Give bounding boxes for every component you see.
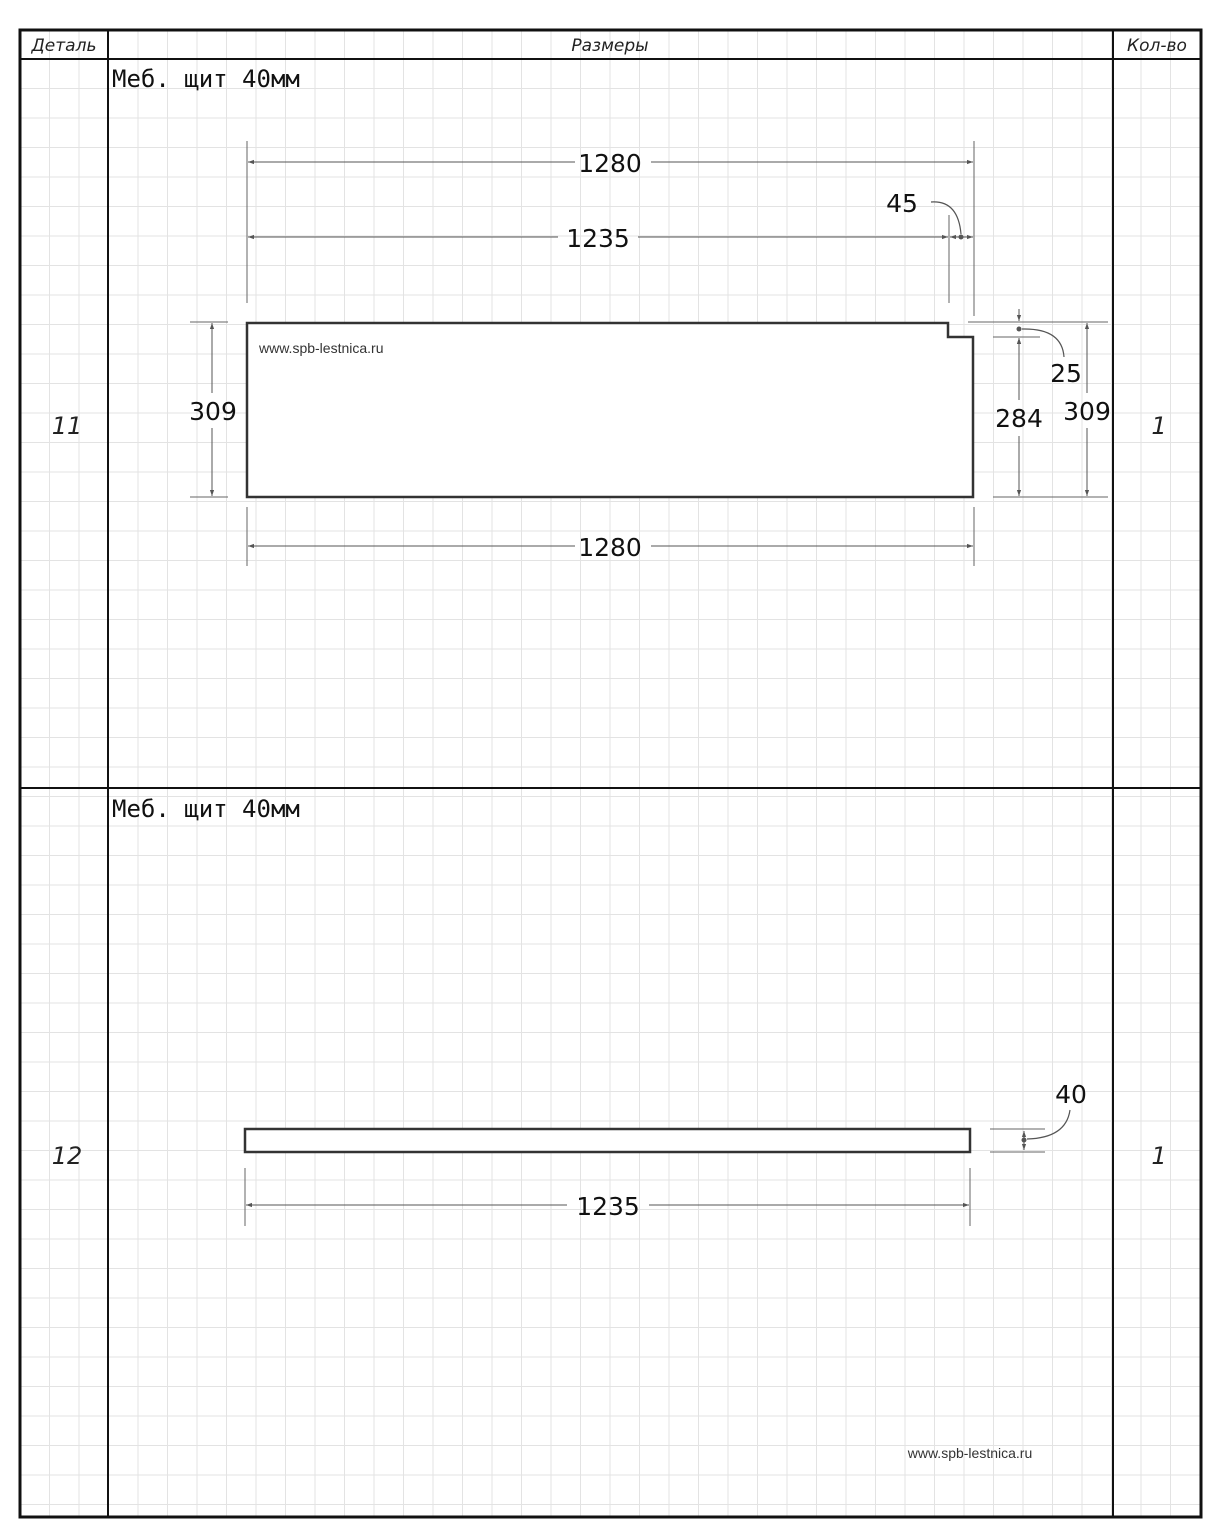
dim-11-notch-depth-dot [1017, 327, 1022, 332]
dim-11-right-overall-label: 309 [1063, 397, 1111, 426]
row-11-number: 11 [51, 412, 83, 440]
part-11-watermark: www.spb-lestnica.ru [259, 340, 384, 356]
dim-12-thickness-dot [1022, 1138, 1027, 1143]
row-12-material: Меб. щит 40мм [112, 795, 300, 823]
dim-11-notch-width-dot [959, 235, 964, 240]
row-11-quantity: 1 [1151, 412, 1167, 440]
footer-watermark: www.spb-lestnica.ru [907, 1445, 1033, 1461]
dim-12-thickness-leader [1027, 1110, 1070, 1139]
row-12-quantity: 1 [1151, 1142, 1167, 1170]
dim-11-left-height-label: 309 [189, 397, 237, 426]
dim-11-top-overall-label: 1280 [578, 149, 642, 178]
part-12-outline [245, 1129, 970, 1152]
dim-11-bottom-overall-label: 1280 [578, 533, 642, 562]
dim-11-notch-depth-label: 25 [1050, 359, 1082, 388]
dim-11-notch-width-label: 45 [886, 189, 918, 218]
header-dimensions: Размеры [571, 36, 649, 56]
dim-12-thickness-label: 40 [1055, 1080, 1087, 1109]
header-detail: Деталь [31, 36, 97, 56]
header-quantity: Кол-во [1127, 36, 1187, 56]
row-12-number: 12 [51, 1142, 83, 1170]
dim-11-top-inner-label: 1235 [566, 224, 630, 253]
dim-12-length-label: 1235 [576, 1192, 640, 1221]
dim-11-right-inner-label: 284 [995, 404, 1043, 433]
dim-11-notch-depth-leader [1022, 329, 1064, 357]
row-11-material: Меб. щит 40мм [112, 65, 300, 93]
background-grid [20, 30, 1201, 1517]
